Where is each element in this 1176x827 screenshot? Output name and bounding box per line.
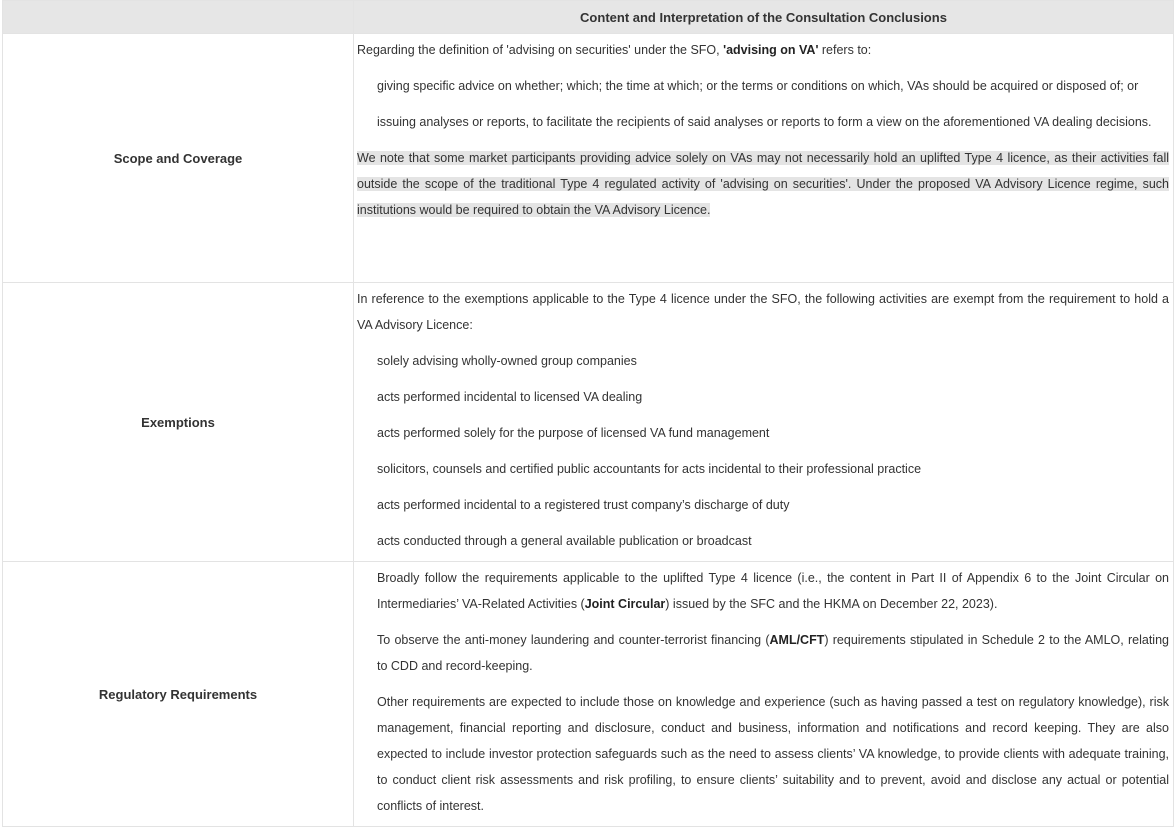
- table-row-regulatory: [3, 562, 1174, 827]
- regulatory-p2-term: AML/CFT: [769, 633, 825, 647]
- header-col-content: Content and Interpretation of the Consultation Conclusions: [354, 1, 1174, 34]
- exemption-item: solicitors, counsels and certified public accountants for acts incidental to their professional practice: [377, 462, 922, 476]
- regulatory-p2-text: To observe the anti-money laundering and counter-terrorist financing (: [377, 633, 770, 647]
- exemption-item: acts performed solely for the purpose of licensed VA fund management: [377, 426, 770, 440]
- scope-intro-term: 'advising on VA': [723, 43, 819, 57]
- scope-note: [357, 145, 1169, 223]
- row-label-scope: Scope and Coverage: [3, 34, 354, 283]
- row-label-exemptions: Exemptions: [3, 283, 354, 562]
- scope-item-2: issuing analyses or reports, to facilitate the recipients of said analyses or reports to form a view on the aforementioned VA dealing decisions.: [377, 115, 1152, 129]
- row-content-scope: [354, 34, 1174, 283]
- consultation-table: [2, 0, 1174, 827]
- exemption-item: acts performed incidental to a registered trust company’s discharge of duty: [377, 498, 790, 512]
- scope-note-highlight: We note that some market participants providing advice solely on VAs may not necessarily hold an uplifted Type 4 licence, as their activities fall outside the scope of the traditional Type 4 regulated activity of 'advising on securities'. Under the proposed VA Advisory Licence regime, such institutions would be required to obtain the VA Advisory Licence.: [357, 151, 1169, 217]
- scope-item-1: giving specific advice on whether; which; the time at which; or the terms or conditions on which, VAs should be acquired or disposed of; or: [377, 79, 1139, 93]
- exemption-item: acts conducted through a general available publication or broadcast: [377, 534, 752, 548]
- regulatory-p3: Other requirements are expected to include those on knowledge and experience (such as having passed a test on regulatory knowledge), risk management, financial reporting and disclosure, conduct and business, information and notifications and record keeping. They are also expected to include investor protection safeguards such as the need to assess clients’ VA knowledge, to provide clients with adequate training, to conduct client risk assessments and risk profiling, to ensure clients’ suitability and to prevent, avoid and disclose any actual or potential conflicts of interest.: [377, 695, 1169, 813]
- scope-intro: [357, 37, 1169, 63]
- table-row-exemptions: [3, 283, 1174, 562]
- regulatory-p1: [357, 565, 1169, 617]
- regulatory-p1-term: Joint Circular: [584, 597, 666, 611]
- row-content-regulatory: [354, 562, 1174, 827]
- exemption-item: acts performed incidental to licensed VA dealing: [377, 390, 643, 404]
- table-header-row: [3, 1, 1174, 34]
- table-row-scope: [3, 34, 1174, 283]
- header-col-topic: [3, 1, 354, 34]
- regulatory-p2-suffix: ) requirements stipulated in Schedule 2 to the AMLO, relating to CDD and record-keeping.: [377, 633, 1169, 673]
- scope-intro-suffix: refers to:: [818, 43, 872, 57]
- scope-intro-text: Regarding the definition of 'advising on securities' under the SFO,: [357, 43, 724, 57]
- exemptions-intro: In reference to the exemptions applicable to the Type 4 licence under the SFO, the following activities are exempt from the requirement to hold a VA Advisory Licence:: [357, 292, 1169, 332]
- row-label-regulatory: Regulatory Requirements: [3, 562, 354, 827]
- regulatory-p2: [357, 627, 1169, 679]
- row-content-exemptions: [354, 283, 1174, 562]
- regulatory-p1-text: Broadly follow the requirements applicable to the uplifted Type 4 licence (i.e., the content in Part II of Appendix 6 to the Joint Circular on Intermediaries’ VA-Related Activities (: [377, 571, 1169, 611]
- regulatory-p1-suffix: ) issued by the SFC and the HKMA on December 22, 2023).: [665, 597, 998, 611]
- exemption-item: solely advising wholly-owned group companies: [377, 354, 637, 368]
